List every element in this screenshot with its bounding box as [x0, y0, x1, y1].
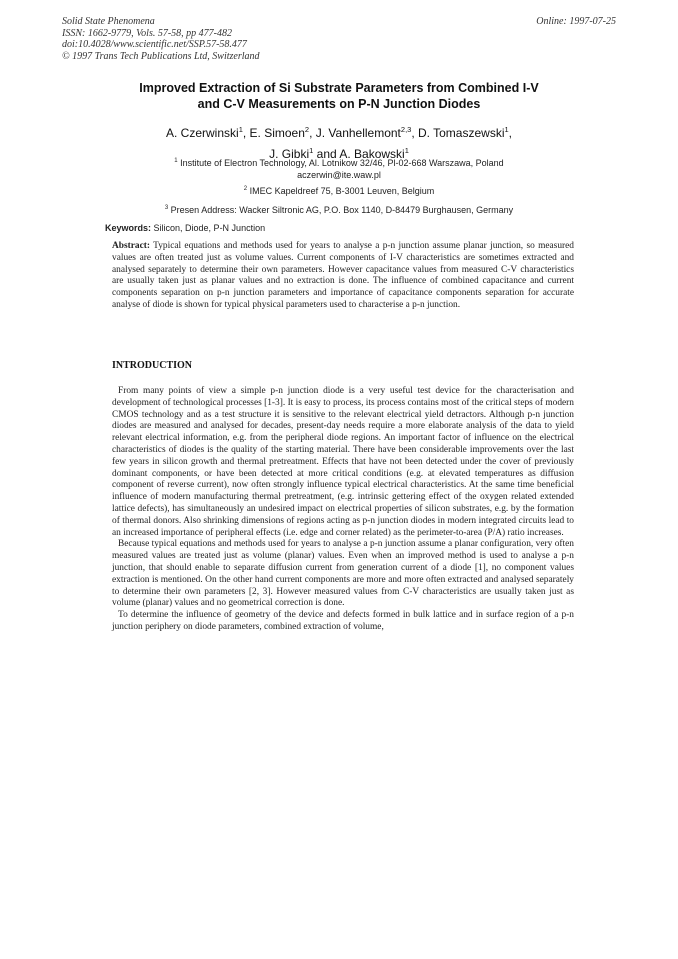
author-sup: 1	[309, 146, 314, 155]
copyright-line: © 1997 Trans Tech Publications Ltd, Switzerland	[62, 50, 260, 62]
affiliation-2	[0, 184, 678, 198]
author-email: aczerwin@ite.waw.pl	[297, 169, 381, 180]
doi-line: doi:10.4028/www.scientific.net/SSP.57-58.477	[62, 39, 247, 50]
affiliation-sup: 2	[243, 186, 248, 192]
keywords	[105, 223, 265, 233]
affiliation-text: Presen Address: Wacker Siltronic AG, P.O. Box 1140, D-84479 Burghausen, Germany	[170, 205, 514, 215]
author-line-1: A. Czerwinski$^1$, E. Simoen$^2$, J. Vanhellemont$^{2,3}$, D. Tomaszewski$^1$,	[166, 125, 512, 140]
journal-info	[62, 16, 260, 62]
paragraph-3: To determine the influence of geometry of the device and defects formed in bulk lattice and in surface region of a p-n junction periphery on diode parameters, combined extraction of volume,	[112, 610, 574, 632]
paragraph-1: From many points of view a simple p-n junction diode is a very useful test device for the characterisation and development of technological processes [1-3]. It is easy to process, its process contains most of the critical steps of modern CMOS technology and as a test structure it is sensitive to the relevant electrical yield detractors. Although p-n junction diodes are measured and analysed for decades, present-day needs require a more elaborate analysis of the data to yield relevant electrical information, e.g. from the peripheral diode regions. An important factor of influence on the electrical characteristics of diodes is the quality of the starting material. There have been considerable improvements over the last few years in silicon growth and thermal pretreatment. Effects that have not been detected under the cover of previously dominant components, or have been detected at more critical conditions (e.g. at elevated temperatures as diffusion component of reverse current), now often strongly influence typical electrical characteristics. At the same time beneficial influence of modern manufacturing thermal pretreatment, (e.g. intrinsic gettering effect of the oxygen related extended lattice defects), has simultaneously an undesired impact on electrical properties of silicon substrates, e.g. by the formation of thermal donors. Also shrinking dimensions of regions acting as p-n junction diodes in modern integrated circuits lead to an increased importance of peripheral effects (i.e. edge and corner related) as the perimeter-to-area (P/A) ratio increases.	[112, 386, 574, 538]
abstract	[112, 241, 574, 312]
affiliation-sup: 3	[164, 205, 169, 211]
author-simoen: E. Simoen	[249, 126, 305, 140]
introduction-heading: INTRODUCTION	[112, 360, 193, 371]
online-date: Online: 1997-07-25	[536, 16, 616, 27]
abstract-label: Abstract:	[112, 241, 151, 251]
author-gibki: J. Gibki	[269, 147, 310, 161]
journal-name: Solid State Phenomena	[62, 16, 155, 27]
paragraph-2: Because typical equations and methods used for years to analyse a p-n junction assume a planar configuration, very often measured values are treated just as volume (planar) values. Even when an improved method is used to analyse a p-n junction, that should enable to separate diffusion current from generation current of a diode [1], no component values extraction is mentioned. On the other hand current components are more and more often extracted and analysed separately to determine their own parameters [2, 3]. However measured values from C-V characteristics are usually taken just as volume (planar) values and no geometrical correction is done.	[112, 539, 574, 609]
author-vanhellemont: J. Vanhellemont	[315, 126, 401, 140]
author-and: and	[316, 147, 337, 161]
keywords-label: Keywords:	[105, 223, 152, 233]
author-sup: 2	[304, 125, 310, 134]
affiliation-3	[0, 203, 678, 217]
affiliation-1	[0, 156, 678, 181]
keywords-text: Silicon, Diode, P-N Junction	[153, 223, 266, 233]
author-bakowski: A. Bakowski	[339, 147, 405, 161]
author-sup: 1	[238, 125, 243, 134]
affiliation-text: IMEC Kapeldreef 75, B-3001 Leuven, Belgium	[249, 186, 435, 196]
author-tomaszewski: D. Tomaszewski	[418, 126, 505, 140]
affiliation-sup: 1	[174, 158, 178, 164]
affiliation-text: Institute of Electron Technology, Al. Lotnikow 32/46, Pl-02-668 Warszawa, Poland	[180, 158, 504, 168]
author-sup: 1	[404, 146, 409, 155]
author-czerwinski: A. Czerwinski	[166, 126, 239, 140]
abstract-text: Typical equations and methods used for years to analyse a p-n junction assume planar junction, so measured values are often treated just as volume values. Current components of I-V characteristics are sometimes extracted and analysed separately to determine their own parameters. However capacitance values from measured C-V characteristics are usually taken just as planar values and no extraction is done. The influence of combined capacitance and current components separation on p-n junction parameters and importance of capacitance components separation for accurate analyse of diode is shown for typical physical parameters used to characterise a p-n junction.	[112, 241, 574, 310]
paper-title	[0, 80, 678, 112]
title-line-2: and C-V Measurements on P-N Junction Diodes	[197, 97, 481, 111]
title-line-1: Improved Extraction of Si Substrate Parameters from Combined I-V	[139, 81, 539, 95]
author-sup: 2,3	[400, 125, 412, 134]
introduction-body	[112, 386, 574, 634]
issn-line: ISSN: 1662-9779, Vols. 57-58, pp 477-482	[62, 27, 232, 39]
author-sup: 1	[504, 125, 509, 134]
